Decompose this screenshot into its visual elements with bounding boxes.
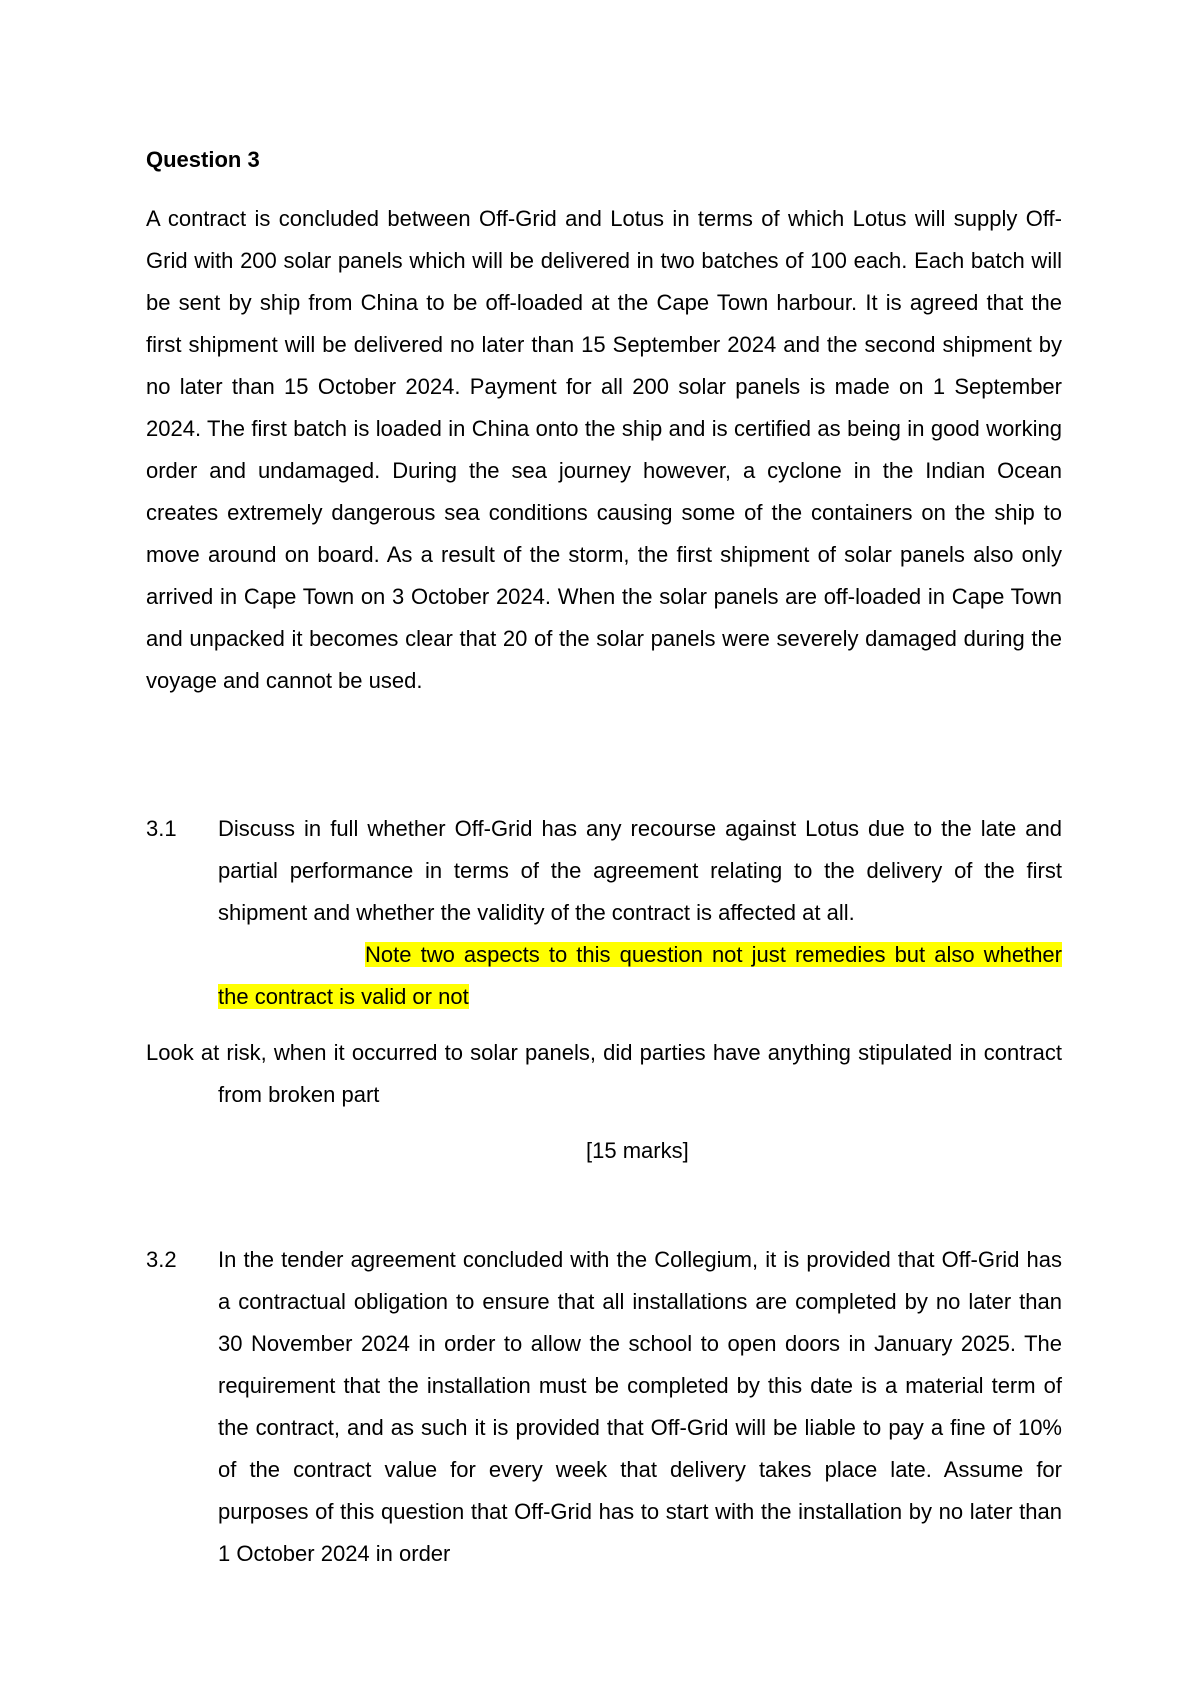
question-intro-paragraph: A contract is concluded between Off-Grid and Lotus in terms of which Lotus will supply Off-Grid with 200 solar panels which will be delivered in two batches of 100 each. Each batch will be sent by ship from China to be off-loaded at the Cape Town harbour. It is agreed that the first shipment will be delivered no later than 15 September 2024 and the second shipment by no later than 15 October 2024. Payment for all 200 solar panels is made on 1 September 2024. The first batch is loaded in China onto the ship and is certified as being in good working order and undamaged. During the sea journey however, a cyclone in the Indian Ocean creates extremely dangerous sea conditions causing some of the containers on the ship to move around on board. As a result of the storm, the first shipment of solar panels also only arrived in Cape Town on 3 October 2024. When the solar panels are off-loaded in Cape Town and unpacked it becomes clear that 20 of the solar panels were severely damaged during the voyage and cannot be used.: [146, 206, 1062, 693]
sub-question-text: Discuss in full whether Off-Grid has any recourse against Lotus due to the late and partial performance in terms of the agreement relating to the delivery of the first shipment and whether the validity of the contract is affected at all.: [218, 816, 1062, 925]
sub-question-number: 3.1: [146, 816, 177, 841]
side-note: Look at risk, when it occurred to solar panels, did parties have anything stipulated in contract from broken part: [146, 1040, 1062, 1107]
sub-question-3-1: [146, 808, 1062, 1018]
sub-question-text: In the tender agreement concluded with the Collegium, it is provided that Off-Grid has a contractual obligation to ensure that all installations are completed by no later than 30 November 2024 in order to allow the school to open doors in January 2025. The requirement that the installation must be completed by this date is a material term of the contract, and as such it is provided that Off-Grid will be liable to pay a fine of 10% of the contract value for every week that delivery takes place late. Assume for purposes of this question that Off-Grid has to start with the installation by no later than 1 October 2024 in order: [218, 1247, 1062, 1566]
highlighted-note: [218, 934, 1062, 1018]
sub-question-number: 3.2: [146, 1247, 177, 1272]
question-title: Question 3: [146, 147, 260, 172]
marks-label: [15 marks]: [586, 1138, 689, 1163]
highlighted-note-text: Note two aspects to this question not just remedies but also whether the contract is valid or not: [218, 942, 1062, 1009]
sub-question-3-2: [146, 1239, 1062, 1575]
